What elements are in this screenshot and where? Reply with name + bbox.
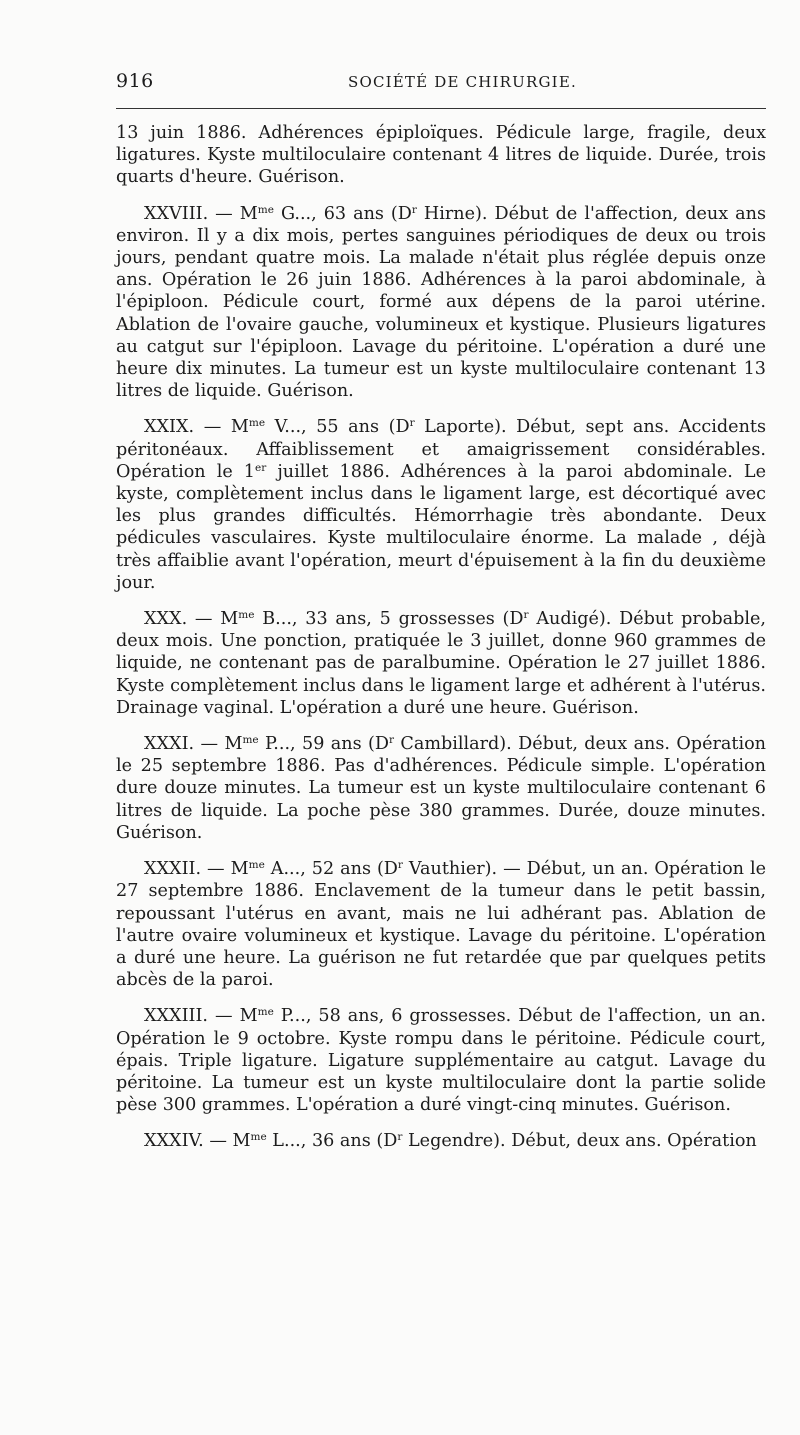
text-run: XXXIII. — M (144, 1006, 258, 1027)
superscript: me (250, 1131, 267, 1144)
superscript: r (397, 859, 403, 872)
body-text (116, 122, 766, 1153)
case-xxx (116, 608, 766, 719)
text-run: 13 juin 1886. Adhérences épiploïques. Pédicule large, fragile, deux ligatures. Kyste multiloculaire contenant 4 litres de liquide. Durée, trois quarts d'heure. Guérison. (116, 123, 766, 188)
case-xxxii (116, 858, 766, 991)
case-xxxiii (116, 1005, 766, 1116)
superscript: r (397, 1131, 403, 1144)
superscript: me (248, 417, 266, 430)
text-run: Vauthier). — Début, un an. Opération le 27 septembre 1886. Enclavement de la tumeur dans le petit bassin, repoussant l'utérus en avant, mais ne lui adhérant pas. Ablation de l'autre ovaire volumineux et kystique. Lavage du péritoine. L'opération a duré une heure. La guérison ne fut retardée que par quelques petits abcès de la paroi. (116, 859, 767, 991)
text-run: Laporte). Début, sept ans. Accidents péritonéaux. Affaiblissement et amaigrissement considérables. Opération le 1 (116, 417, 766, 482)
text-run: Legendre). Début, deux ans. Opération (402, 1131, 757, 1152)
page-header (116, 70, 766, 100)
superscript: me (248, 859, 265, 872)
text-run: XXXIV. — M (144, 1131, 251, 1152)
text-run: P..., 58 ans, 6 grossesses. Début de l'affection, un an. Opération le 9 octobre. Kyste rompu dans le péritoine. Pédicule court, épais. Triple ligature. Ligature supplémentaire au catgut. Lavage du péritoine. La tumeur est un kyste multiloculaire dont la partie solide pèse 300 grammes. L'opération a duré vingt-cinq minutes. Guérison. (116, 1006, 767, 1116)
superscript: r (409, 417, 415, 430)
text-run: XXXI. — M (144, 734, 243, 755)
text-run: Hirne). Début de l'affection, deux ans environ. Il y a dix mois, pertes sanguines périodiques de deux ou trois jours, pendant quatre mois. La malade n'était plus réglée depuis onze ans. Opération le 26 juin 1886. Adhérences à la paroi abdominale, à l'épiploon. Pédicule court, formé aux dépens de la paroi utérine. Ablation de l'ovaire gauche, volumineux et kystique. Plusieurs ligatures au catgut sur l'épiploon. Lavage du péritoine. L'opération a duré une heure dix minutes. La tumeur est un kyste multiloculaire contenant 13 litres de liquide. Guérison. (116, 203, 766, 402)
superscript: r (411, 203, 417, 216)
case-xxxiv (116, 1130, 766, 1152)
case-xxix (116, 416, 766, 594)
text-run: XXXII. — M (144, 859, 249, 880)
text-run: B..., 33 ans, 5 grossesses (D (254, 609, 524, 630)
text-run: P..., 59 ans (D (258, 734, 389, 755)
superscript: me (257, 203, 274, 216)
text-run: XXIX. — M (144, 417, 249, 438)
text-run: Cambillard). Début, deux ans. Opération le 25 septembre 1886. Pas d'adhérences. Pédicule simple. L'opération dure douze minutes. La tumeur est un kyste multiloculaire contenant 6 litres de liquide. La poche pèse 380 grammes. Durée, douze minutes. Guérison. (116, 734, 766, 843)
case-xxxi (116, 733, 766, 844)
superscript: me (238, 609, 255, 622)
text-run: juillet 1886. Adhérences à la paroi abdominale. Le kyste, complètement inclus dans le ligament large, est décortiqué avec les plus grandes difficultés. Hémorrhagie très abondante. Deux pédicules vasculaires. Kyste multiloculaire énorme. La malade , déjà très affaiblie avant l'opération, meurt d'épuisement à la fin du deuxième jour. (116, 461, 766, 593)
superscript: r (523, 609, 529, 622)
text-run: A..., 52 ans (D (264, 859, 398, 880)
text-run: Audigé). Début probable, deux mois. Une ponction, pratiquée le 3 juillet, donne 960 grammes de liquide, ne contenant pas de paralbumine. Opération le 27 juillet 1886. Kyste complètement inclus dans le ligament large et adhérent à l'utérus. Drainage vaginal. L'opération a duré une heure. Guérison. (116, 609, 766, 718)
superscript: r (388, 734, 394, 747)
text-run: V..., 55 ans (D (265, 417, 410, 438)
superscript: me (242, 734, 259, 747)
running-head: SOCIÉTÉ DE CHIRURGIE. (348, 73, 577, 91)
paragraph-continuation (116, 122, 766, 189)
superscript: er (255, 461, 267, 474)
text-run: XXVIII. — M (144, 203, 258, 224)
text-run: G..., 63 ans (D (273, 203, 412, 224)
case-xxviii (116, 203, 766, 403)
superscript: me (257, 1006, 274, 1019)
page-number: 916 (116, 70, 154, 92)
text-run: XXX. — M (144, 609, 239, 630)
text-run: L..., 36 ans (D (266, 1131, 398, 1152)
header-rule (116, 108, 766, 109)
